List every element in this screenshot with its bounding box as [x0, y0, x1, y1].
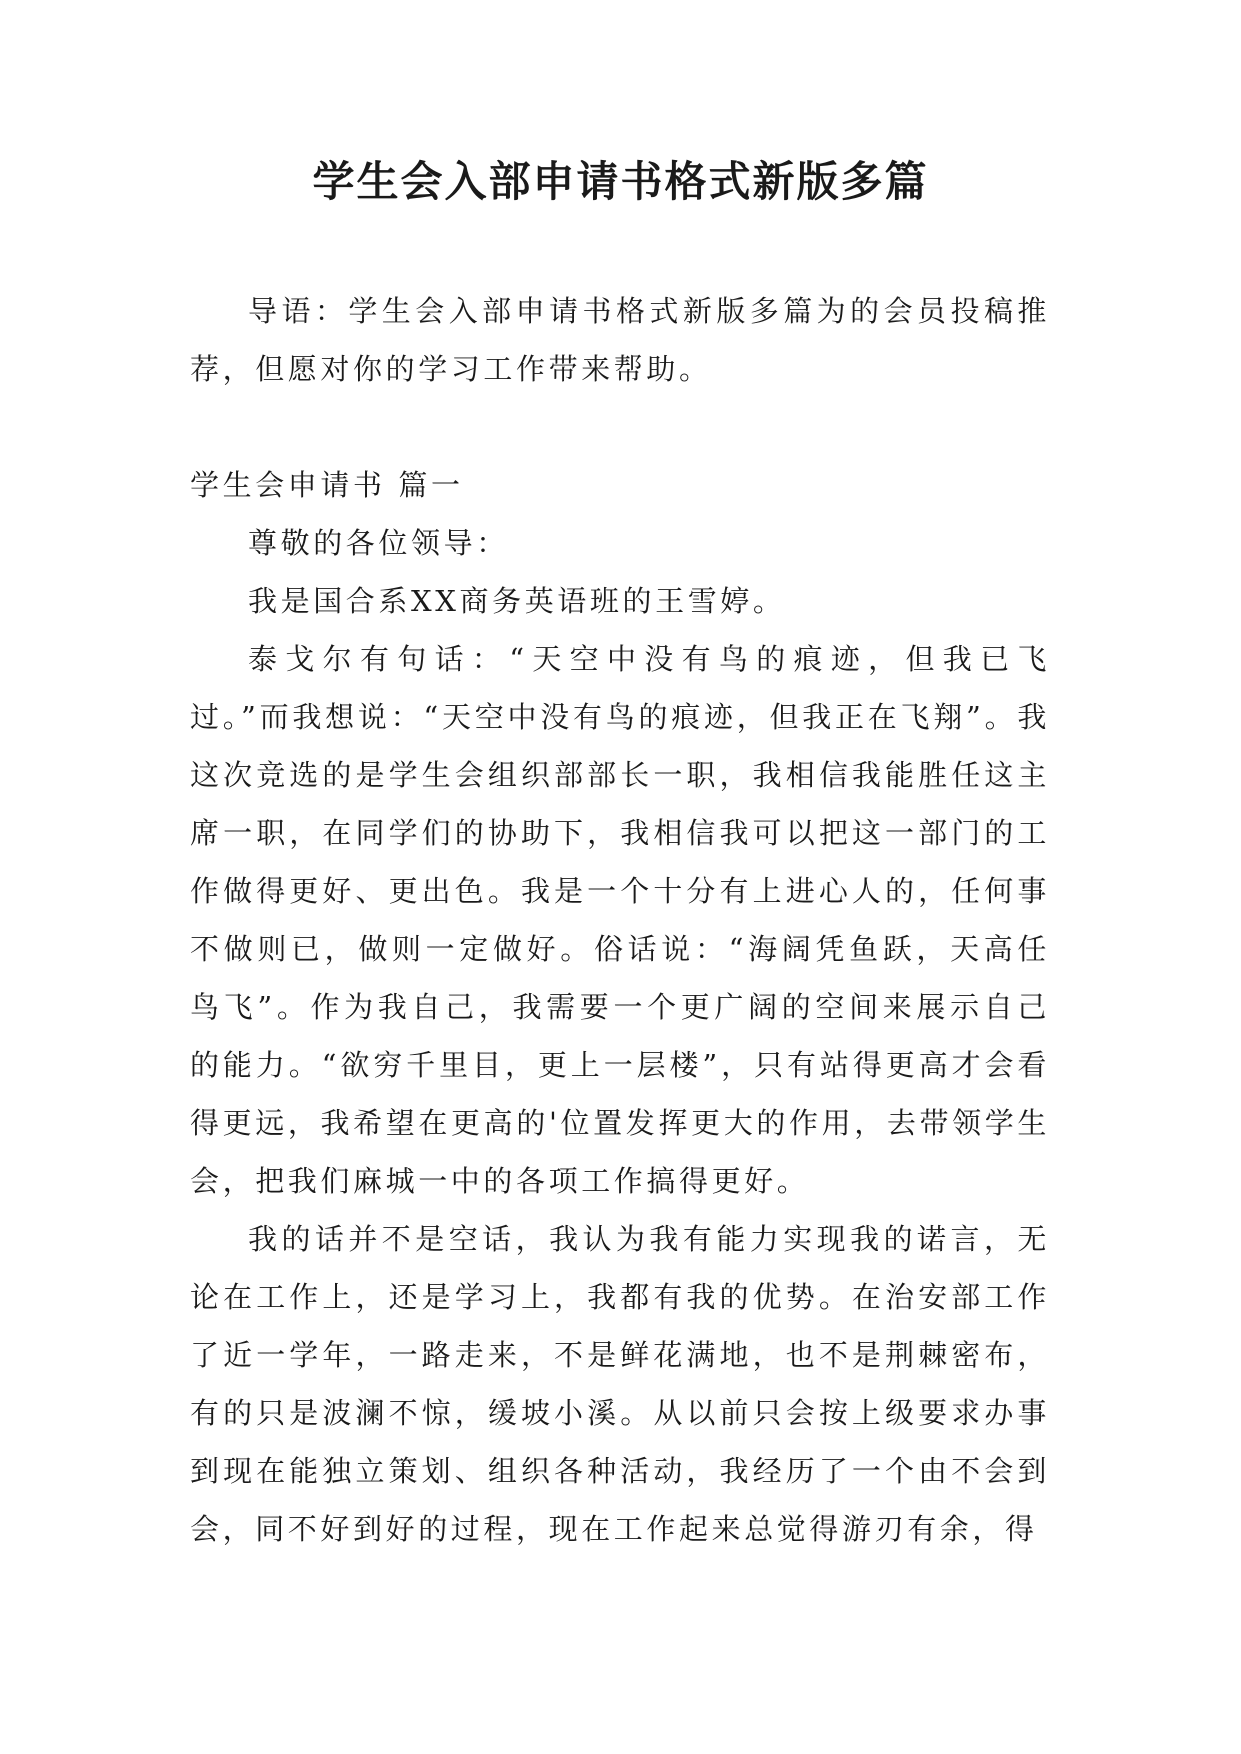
document-title: 学生会入部申请书格式新版多篇	[312, 157, 929, 206]
document-body	[190, 282, 1050, 1558]
intro-paragraph: 导语：学生会入部申请书格式新版多篇为的会员投稿推荐，但愿对你的学习工作带来帮助。	[190, 294, 1050, 386]
salutation: 尊敬的各位领导：	[248, 526, 509, 560]
body-paragraph: 我的话并不是空话，我认为我有能力实现我的诺言，无论在工作上，还是学习上，我都有我的优势。在治安部工作了近一学年，一路走来，不是鲜花满地，也不是荆棘密布，有的只是波澜不惊，缓坡小溪。从以前只会按上级要求办事到现在能独立策划、组织各种活动，我经历了一个由不会到会，同不好到好的过程，现在工作起来总觉得游刃有余，得	[190, 1222, 1050, 1546]
section-heading: 学生会申请书 篇一	[190, 468, 464, 502]
body-paragraph: 我是国合系XX商务英语班的王雪婷。	[248, 584, 786, 618]
body-paragraph: 泰戈尔有句话：“天空中没有鸟的痕迹，但我已飞过。”而我想说：“天空中没有鸟的痕迹，但我正在飞翔”。我这次竞选的是学生会组织部部长一职，我相信我能胜任这主席一职，在同学们的协助下，我相信我可以把这一部门的工作做得更好、更出色。我是一个十分有上进心人的，任何事不做则已，做则一定做好。俗话说：“海阔凭鱼跃，天高任鸟飞”。作为我自己，我需要一个更广阔的空间来展示自己的能力。“欲穷千里目，更上一层楼”，只有站得更高才会看得更远，我希望在更高的'位置发挥更大的作用，去带领学生会，把我们麻城一中的各项工作搞得更好。	[190, 642, 1050, 1198]
